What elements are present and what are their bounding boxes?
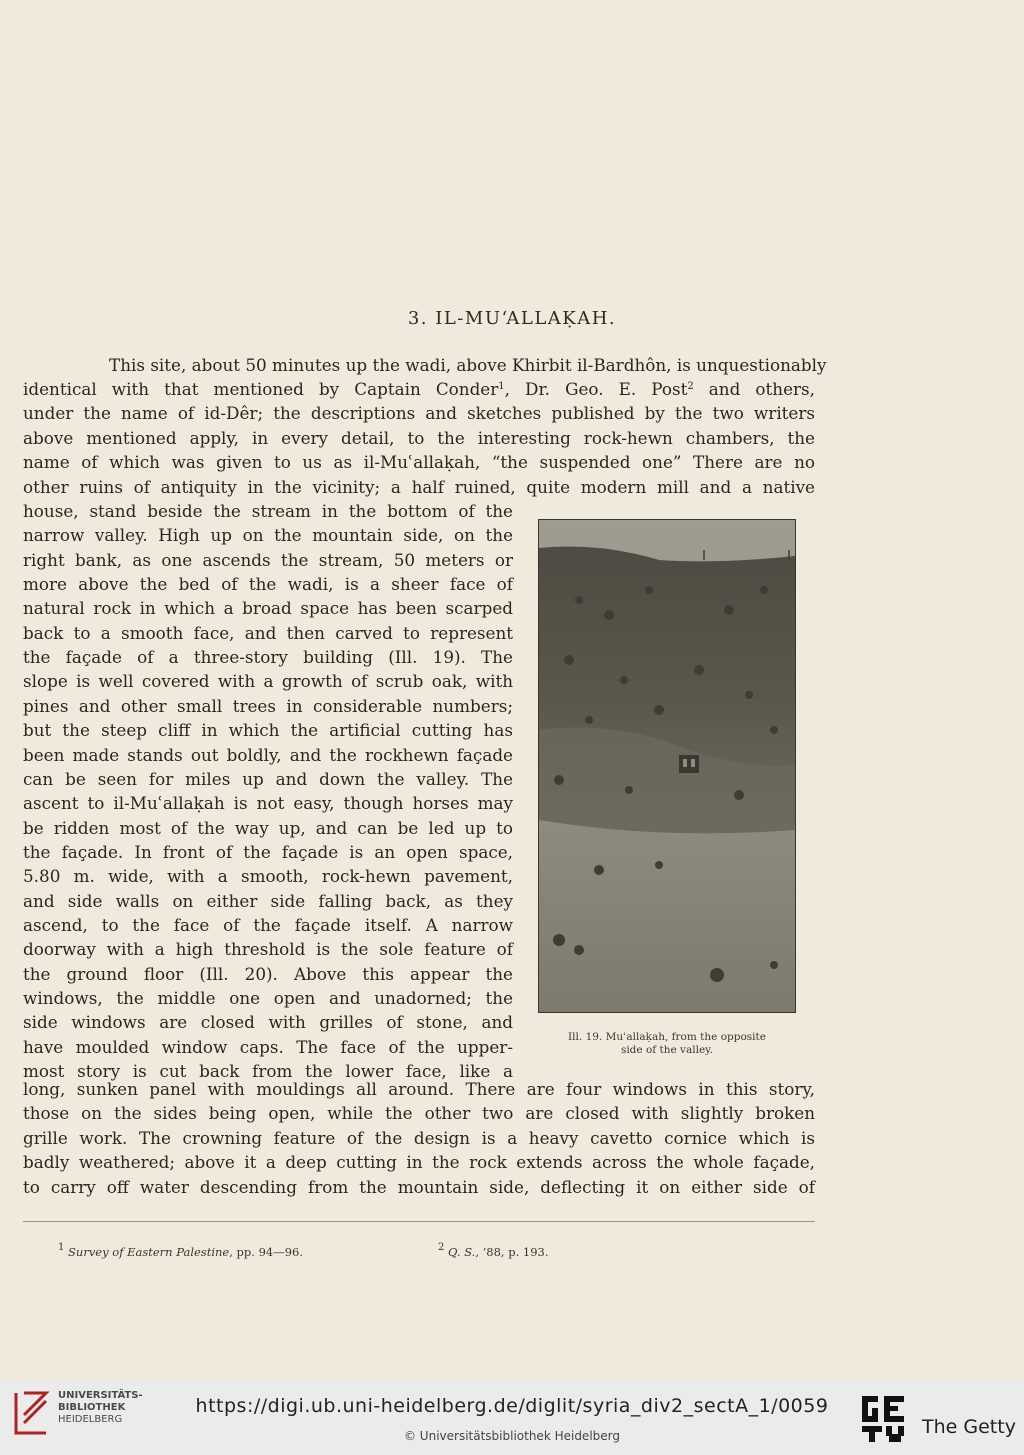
section-title: 3. IL-MU‘ALLAḲAH. [407, 308, 617, 329]
text-line: above mentioned apply, in every detail, to the interesting rock-hewn chambers, the [23, 428, 815, 448]
figure-photo [538, 519, 796, 1013]
text-line: This site, about 50 minutes up the wadi, above Khirbit il-Bardhôn, is unquestionably [109, 355, 827, 375]
footnote-title: Q. S. [448, 1245, 476, 1259]
footnote-text: , ’88, p. 193. [475, 1245, 549, 1259]
text-line: be ridden most of the way up, and can be led up to [23, 817, 513, 838]
footnote-text: , pp. 94—96. [229, 1245, 303, 1259]
text-line: name of which was given to us as il-Muʿallaḳah, “the suspended one” There are no [23, 452, 815, 472]
caption-line: side of the valley. [620, 1044, 714, 1056]
text-line: 5.80 m. wide, with a smooth, rock-hewn pavement, [23, 866, 513, 887]
getty-text: The Getty [922, 1416, 1016, 1438]
text-line: natural rock in which a broad space has been scarped [23, 598, 513, 619]
text-line: slope is well covered with a growth of scrub oak, with [23, 671, 513, 692]
library-line: HEIDELBERG [58, 1414, 123, 1425]
text-line: been made stands out boldly, and the rockhewn façade [23, 744, 513, 765]
text-line: under the name of id-Dêr; the descriptions and sketches published by the two writers [23, 403, 815, 423]
footnote-2 [438, 1242, 549, 1259]
text-line: long, sunken panel with mouldings all around. There are four windows in this story, [23, 1079, 815, 1099]
text-fragment: identical with that mentioned by Captain Conder [23, 379, 499, 399]
library-line: BIBLIOTHEK [58, 1402, 126, 1413]
text-line: narrow valley. High up on the mountain side, on the [23, 525, 513, 546]
footnote-ref: 2 [687, 381, 694, 392]
text-line [23, 377, 815, 401]
text-line: can be seen for miles up and down the valley. The [23, 768, 513, 789]
footnote-1 [58, 1242, 303, 1259]
text-line: the façade. In front of the façade is an open space, [23, 841, 513, 862]
caption-line: Ill. 19. Muʿallaḳah, from the opposite [568, 1031, 766, 1043]
text-line: grille work. The crowning feature of the design is a heavy cavetto cornice which is [23, 1128, 815, 1148]
valley-photo-icon [539, 520, 795, 1012]
text-line: windows, the middle one open and unadorned; the [23, 988, 513, 1008]
text-line: house, stand beside the stream in the bottom of the [23, 501, 513, 521]
footnote-title: Survey of Eastern Palestine [68, 1245, 230, 1259]
text-line: but the steep cliff in which the artificial cutting has [23, 720, 513, 741]
copyright-text: © Universitätsbibliothek Heidelberg [403, 1429, 620, 1443]
text-line: right bank, as one ascends the stream, 50 meters or [23, 549, 513, 570]
text-line: to carry off water descending from the mountain side, deflecting it on either side of [23, 1177, 815, 1197]
text-fragment: and others, [693, 379, 815, 399]
text-line: side windows are closed with grilles of stone, and [23, 1012, 513, 1033]
text-line: pines and other small trees in considerable numbers; [23, 695, 513, 716]
footnote-number: 2 [438, 1242, 445, 1253]
figure-caption [540, 1031, 794, 1057]
library-line: UNIVERSITÄTS- [58, 1390, 143, 1401]
getty-logo-icon [860, 1394, 908, 1444]
text-line: back to a smooth face, and then carved to represent [23, 622, 513, 643]
text-line: and side walls on either side falling back, as they [23, 890, 513, 911]
source-url-link[interactable]: https://digi.ub.uni-heidelberg.de/diglit/syria_div2_sectA_1/0059 [195, 1395, 829, 1417]
text-line: ascend, to the face of the façade itself. A narrow [23, 914, 513, 935]
text-line: doorway with a high threshold is the sole feature of [23, 939, 513, 960]
text-fragment: , Dr. Geo. E. Post [504, 379, 688, 399]
text-line: badly weathered; above it a deep cutting in the rock extends across the whole façade, [23, 1152, 815, 1172]
text-line: other ruins of antiquity in the vicinity; a half ruined, quite modern mill and a native [23, 477, 815, 497]
text-line: the ground floor (Ill. 20). Above this appear the [23, 963, 513, 984]
text-line: those on the sides being open, while the other two are closed with slightly broken [23, 1103, 815, 1123]
text-line: ascent to il-Muʿallaḳah is not easy, though horses may [23, 793, 513, 814]
text-line: the façade of a three-story building (Ill. 19). The [23, 647, 513, 668]
footer-bar [0, 1380, 1024, 1455]
text-line: most story is cut back from the lower face, like a [23, 1061, 513, 1082]
footnote-number: 1 [58, 1242, 65, 1253]
text-line: more above the bed of the wadi, is a sheer face of [23, 574, 513, 595]
text-line: have moulded window caps. The face of the upper- [23, 1036, 513, 1057]
footnote-divider [23, 1221, 815, 1222]
footnote-ref: 1 [498, 381, 505, 392]
